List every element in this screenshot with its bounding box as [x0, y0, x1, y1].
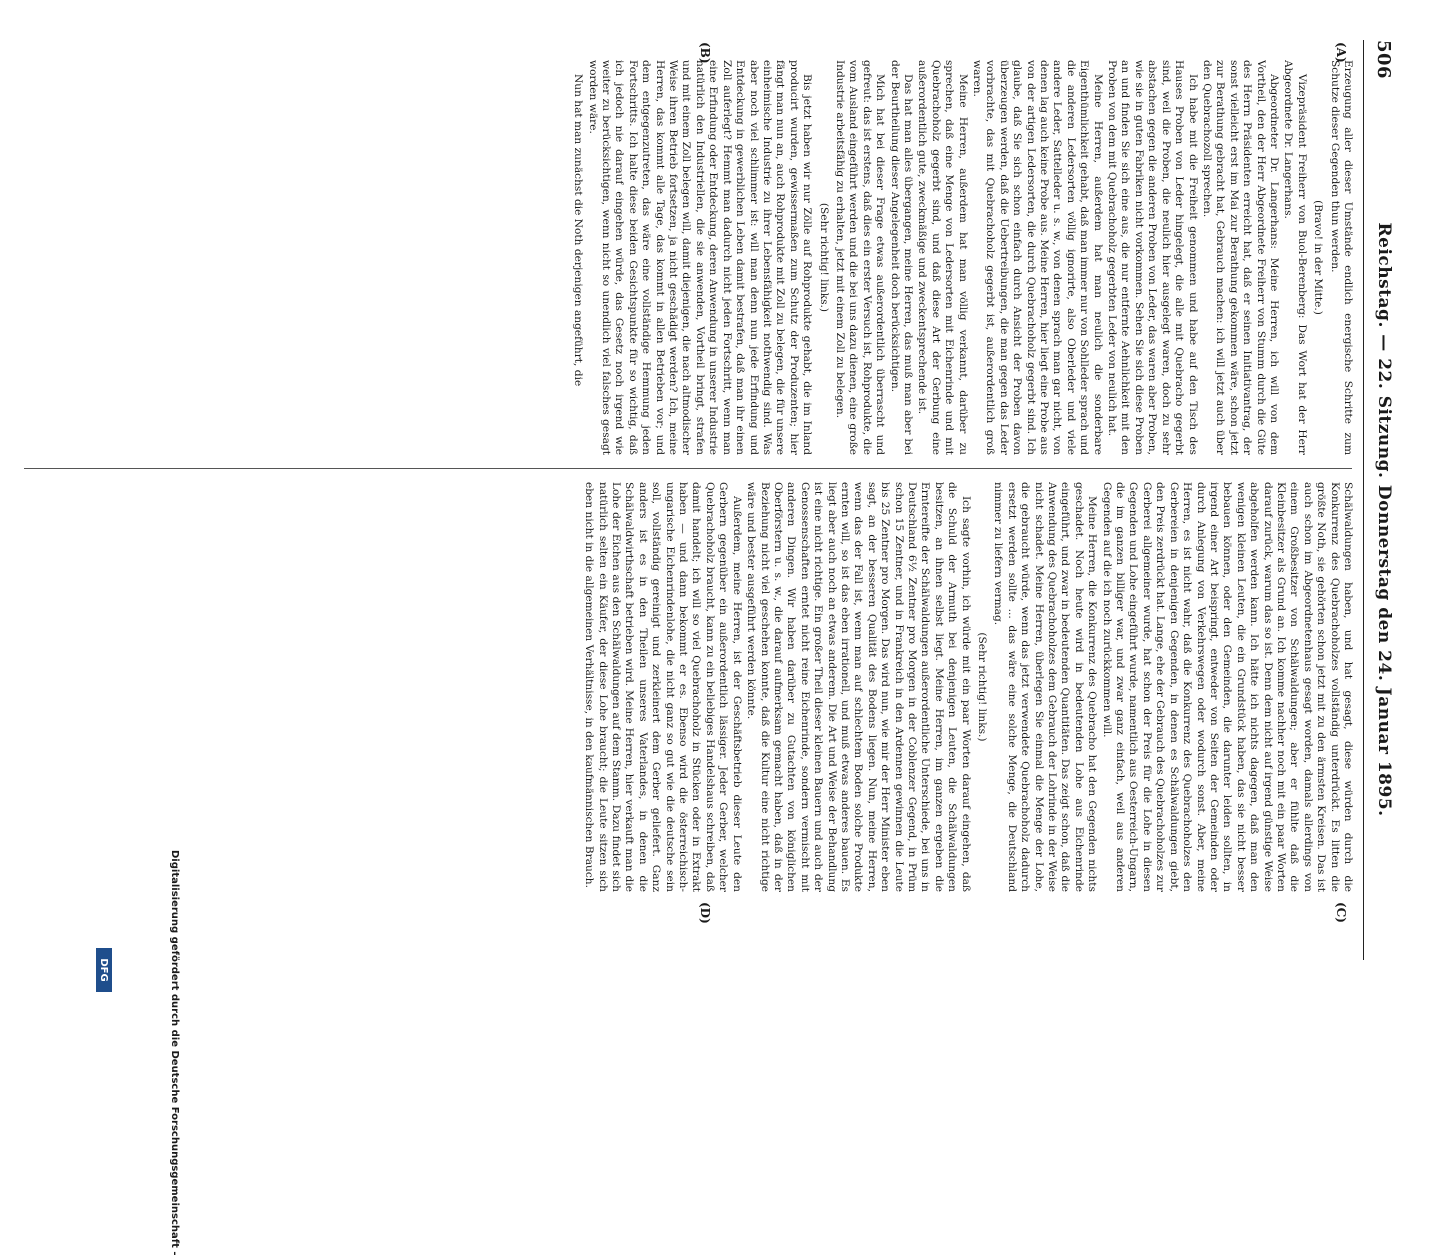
paragraph: Ich sagte vorhin, ich würde mit ein paar Worten darauf eingehen, daß die Schuld der Armuth bei denjenigen Leuten, die Schälwaldungen besitzen, an ihnen selbst liegt. Meine Herren, im ganzen ergeben die Erntereifte der Schälwaldungen außerordentliche Unterschiede, bei uns in Deutschland 6½ Zentner pro Morgen in der Coblenzer Gegend, in Prüm schon 15 Zentner, und in Frankreich in den Ardennen gewinnen die Leute bis 25 Zentner pro Morgen. Das wird nun, wie mir der Herr Minister eben sagt, an der besseren Qualität des Bodens liegen. Nun, meine Herren, wenn das der Fall ist, wenn man auf schlechtem Boden solche Produkte ernten will, so ist das eben irrationell, und muß etwas anderes bauen. Es liegt aber auch noch an etwas anderem. Die Art und Weise der Behandlung ist eine nicht richtige. Ein großer Theil dieser kleinen Bauern und auch der Genossenschaften erntet nicht reine Eichenrinde, sondern vermischt mit anderen Dingen. Wir haben darüber zu Gutachten von königlichen Oberförstern u. s. w., die darauf aufmerksam gemacht haben, daß in der Beziehung nicht viel geschehen konnte, daß die Kultur eine nicht richtige wäre und bester ausgeführt werden könnte.	[745, 482, 972, 892]
margin-mark-b: (B)	[698, 42, 712, 64]
page-number: 506	[1373, 40, 1395, 80]
paragraph: Mich hat bei dieser Frage etwas außerordentlich überrascht und gefreut: das ist erstens, daß dies ein erster Versuch ist, Rohprodukte, die vom Ausland eingeführt werden und die bei uns dazu dienen, eine große Industrie arbeitsfähig zu erhalten, jetzt mit einem Zoll zu belegen.	[833, 60, 887, 455]
paragraph: Bis jetzt haben wir nur Zölle auf Rohprodukte gehabt, die im Inland producirt wurden, gewissermaßen zum Schutz der Produzenten; hier fängt man nun an, auch Rohprodukte mit Zoll zu belegen, die für unsere einheimische Industrie zu ihrer Lebensfähigkeit nothwendig sind. Was aber noch viel schlimmer ist: will man denn nun jede Erfindung und Entdeckung in gewerblichen Leben damit bestrafen, daß man ihr einen Zoll auferlegt? Hemmt man dadurch nicht jeden Fortschritt, wenn man eine Erfindung oder Entdeckung, deren Anwendung in unserer Industrie natürlich den Industriellen, die sie anwenden, Vortheil bringt, strafen und mit einem Zoll belegen will, damit diejenigen, die nach altmodischer Weise ihren Betrieb fortsetzen, ja nicht geschädigt werden? Ich, meine Herren, das kommt alle Tage, das kommt in allen Betrieben vor; und dem entgegenzutreten, das wäre eine vollständige Hemmung jeden Fortschritts. Ich halte diese beiden Gesichtspunkte für so wichtig, daß ich jedoch nie darauf eingehen würde, das Gesetz noch irgend wie weiter zu berücksichtigen, wenn nicht so unendlich viel falsches gesagt worden wäre.	[586, 60, 814, 455]
paragraph: Ich habe mit die Freiheit genommen und habe auf den Tisch des Hauses Proben von Leder hingelegt, die alle mit Quebracho gegerbt sind, weil die Proben, die neulich hier ausgelegt waren, doch zu sehr abstachen gegen die anderen Proben von Leder, das waren aber Proben, wie sie in guten Fabriken nicht vorkommen. Sehen Sie sich diese Proben an und finden Sie sich eine aus, die nur entfernte Aehnlichkeit mit den Proben von dem mit Quebrachoholz gegerbten Leder von neulich hat.	[1106, 60, 1199, 455]
margin-mark-c: (C)	[1334, 902, 1348, 923]
margin-mark-d: (D)	[698, 902, 712, 924]
page-header	[1363, 40, 1404, 960]
paragraph: Erzeugung aller dieser Umstände endlich energische Schritte zum Schutze dieser Gegenden thun werden.	[1328, 60, 1354, 455]
paragraph: Nun hat man zunächst die Noth derjenigen angeführt, die	[572, 74, 585, 387]
left-column	[20, 60, 1354, 455]
paragraph: Schälwaldungen haben, und hat gesagt, diese würden durch die Konkurrenz des Quebrachoholzes vollständig unterdrückt. Es litten die größte Noth, sie gehörten schon jetzt mit zu den ärmsten Kreisen. Das ist auch schon im Abgeordnetenhaus gesagt worden, damals allerdings von einem Großbesitzer von Schälwaldungen; aber er fühlte daß die Kleinbesitzer als Grund an. Ich komme nachher noch mit ein paar Worten darauf zurück, warum das so ist. Denn dem nicht auf irgend günstige Weise abgeholfen werden kann. Ich hätte ich nichts dagegen, daß man den wenigen kleinen Leuten, die ein Grundstück haben, das sie nicht besser bebauen können, oder den Gemeinden, die darunter leiden sollten, in irgend einer Art beispringt, entweder von Seiten der Gemeinden oder durch Anlegung von Verkehrswegen oder wodurch sonst. Aber, meine Herren, es ist nicht wahr, daß die Konkurrenz des Quebrachoholzes den Gerbereien in denjenigen Gegenden, in denen es Schälwaldungen giebt, den Preis zerdrückt hat. Lange, ehe der Gebrauch des Quebrachoholzes zur Gerberei allgemeiner wurde, hat schon der Preis für die Lohe in diesen Gegenden und Lohe eingeführt wurde, namentlich aus Oesterreich-Ungarn, die im ganzen billiger war, und zwar ganz einfach, weil aus anderen Gegenden auf die ich noch zurückkommen will.	[1100, 482, 1354, 892]
paragraph: Vizepräsident Freiherr von Buol-Berenberg: Das Wort hat der Herr Abgeordnete Dr. Langerhans.	[1282, 60, 1308, 455]
paragraph: Außerdem, meine Herren, ist der Geschäftsbetrieb dieser Leute den Gerbern gegenüber ein außerordentlich lässiger. Jeder Gerber, welcher Quebrachoholz braucht, kann zu ein beliebiges Handelshaus schreiben, daß damit handelt; ich will so viel Quebrachoholz in Stücken oder in Extrakt haben — und dann bekommt er es. Ebenso wird die österreichisch-ungarische Eichenrindenlohe, die nicht ganz so gut wie die deutsche sein soll, vollständig gereinigt und zerkleinert dem Gerber geliefert. Ganz anders ist es in den Theilen unseres Vaterlandes, in denen die Schälwaldwirthschaft betrieben wird. Meine Herren, hier verkauft man die Lohe der Eichen aus den Schälwaldungen auf dem Stamm. Dazu findet sich natürlich selten ein Käufer, der diese Lohe braucht; die Leute sitzen sich eben nicht in die allgemeinen Verhältnisse, in den kaufmännischen Brauch.	[583, 482, 743, 892]
paragraph: Meine Herren, außerdem hat man völlig verkannt, darüber zu sprechen, daß eine Menge von Ledersorten mit Eichenrinde und mit Quebrachoholz gegerbt sind, und daß diese Art der Gerbung eine außerordentlich gute, zweckmäßige und zweckentsprechende ist.	[916, 60, 969, 455]
paragraph: Abgeordneter Dr. Langerhans: Meine Herren, ich will von dem Vortheil, den der Herr Abgeordnete Freiherr von Stumm durch die Güte des Herrn Präsidenten erreicht hat, daß er seinen Initiativantrag, der sonst vielleicht erst im Mai zur Berathung gekommen wäre, schon jetzt zur Berathung gebracht hat, Gebrauch machen: ich will jetzt auch über den Quebrachozoll sprechen.	[1200, 60, 1280, 455]
interjection: (Sehr richtig! links.)	[817, 202, 830, 313]
page-title: Reichstag. — 22. Sitzung. Donnerstag den 24. Januar 1895.	[1374, 222, 1394, 817]
paragraph: Das hat man alles übergangen, meine Herren, das muß man aber bei der Beurtheilung dieser Angelegenheit doch berücksichtigen.	[888, 60, 914, 455]
paragraph: Meine Herren, die Konkurrenz des Quebracho hat den Gegenden nichts geschadet. Noch heute wird in bedeutenden Lohe aus Eichenrinde eingeführt, und zwar in bedeutenden Quantitäten. Das zeigt schon, daß die Anwendung des Quebrachoholzes dem Gebrauch der Lohrinde in der Weise nicht schadet. Meine Herren, überlegen Sie einmal die Menge der Lohe, die gebraucht würde, wenn das jetzt verwendete Quebrachoholz dadurch ersetzt werden sollte ... das wäre eine solche Menge, die Deutschland nimmer zu liefern vermag.	[992, 482, 1099, 892]
interjection: (Bravo! in der Mitte.)	[1312, 200, 1325, 315]
funding-note: Digitalisierung gefördert durch die Deutsche Forschungsgemeinschaft -	[169, 850, 180, 1256]
right-column	[20, 482, 1354, 892]
interjection: (Sehr richtig! links.)	[976, 632, 989, 742]
dfg-logo: DFG	[96, 948, 112, 992]
margin-mark-a: (A)	[1334, 42, 1348, 63]
column-divider	[24, 468, 1352, 469]
paragraph: Meine Herren, außerdem hat man neulich die sonderbare Eigenthümlichkeit gehabt, daß man immer nur von Sohlleder sprach und die anderen Ledersorten völlig ignorirte, also Oberleder und viele andere Leder, Sattelleder u. s. w., von denen sprach man gar nicht, von denen lag auch keine Probe aus. Meine Herren, hier liegt eine Probe aus von der artigen Ledersorten, die durch Quebrachoholz gegerbt sind. Ich glaube, daß Sie sich schon einfach durch Ansicht der Proben davon überzeugen werden, daß die Uebertreibungen, die man gegen das Leder vorbrachte, das mit Quebrachoholz gegerbt ist, außerordentlich groß waren.	[971, 60, 1104, 455]
